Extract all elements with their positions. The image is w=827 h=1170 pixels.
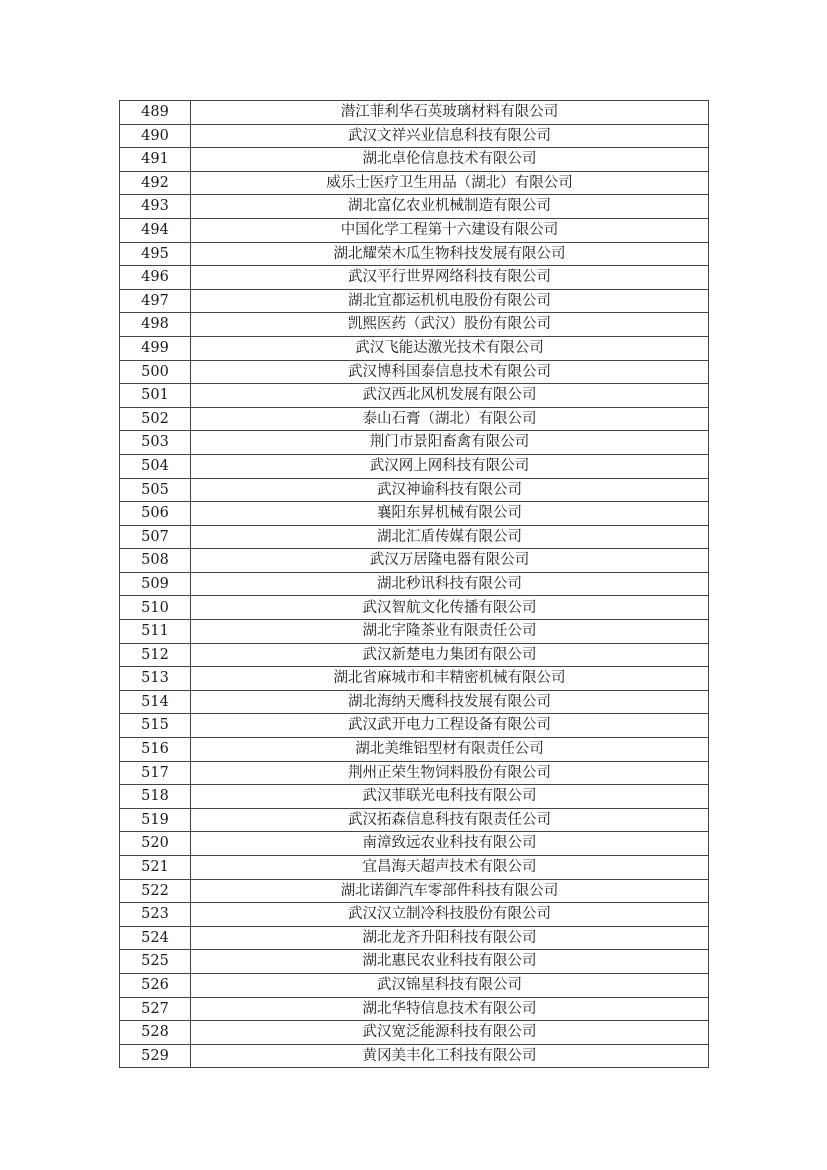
table-row (120, 218, 709, 242)
table-row (120, 620, 709, 644)
company-name-cell: 武汉神谕科技有限公司 (191, 478, 709, 502)
company-name-cell: 湖北宜都运机机电股份有限公司 (191, 289, 709, 313)
table-row (120, 950, 709, 974)
table-row (120, 903, 709, 927)
table-row (120, 525, 709, 549)
row-number-cell: 503 (120, 431, 191, 455)
table-row (120, 360, 709, 384)
company-name-cell: 武汉文祥兴业信息科技有限公司 (191, 124, 709, 148)
table-row (120, 289, 709, 313)
company-name-cell: 武汉西北风机发展有限公司 (191, 384, 709, 408)
company-name-cell: 湖北诺御汽车零部件科技有限公司 (191, 879, 709, 903)
company-name-cell: 湖北汇盾传媒有限公司 (191, 525, 709, 549)
row-number-cell: 514 (120, 690, 191, 714)
row-number-cell: 513 (120, 667, 191, 691)
table-row (120, 313, 709, 337)
table-row (120, 785, 709, 809)
company-name-cell: 武汉汉立制冷科技股份有限公司 (191, 903, 709, 927)
company-name-cell: 湖北海纳天鹰科技发展有限公司 (191, 690, 709, 714)
company-name-cell: 武汉新楚电力集团有限公司 (191, 643, 709, 667)
company-name-cell: 武汉锦星科技有限公司 (191, 973, 709, 997)
row-number-cell: 528 (120, 1021, 191, 1045)
row-number-cell: 519 (120, 808, 191, 832)
row-number-cell: 494 (120, 218, 191, 242)
row-number-cell: 497 (120, 289, 191, 313)
company-name-cell: 襄阳东昇机械有限公司 (191, 502, 709, 526)
company-name-cell: 凯熙医药（武汉）股份有限公司 (191, 313, 709, 337)
row-number-cell: 522 (120, 879, 191, 903)
table-row (120, 572, 709, 596)
row-number-cell: 490 (120, 124, 191, 148)
company-name-cell: 湖北惠民农业科技有限公司 (191, 950, 709, 974)
row-number-cell: 495 (120, 242, 191, 266)
table-row (120, 242, 709, 266)
company-name-cell: 湖北秒讯科技有限公司 (191, 572, 709, 596)
row-number-cell: 525 (120, 950, 191, 974)
table-row (120, 926, 709, 950)
row-number-cell: 507 (120, 525, 191, 549)
row-number-cell: 523 (120, 903, 191, 927)
table-row (120, 502, 709, 526)
table-row (120, 808, 709, 832)
company-name-cell: 潜江菲利华石英玻璃材料有限公司 (191, 101, 709, 125)
row-number-cell: 492 (120, 171, 191, 195)
company-name-cell: 荆门市景阳畜禽有限公司 (191, 431, 709, 455)
table-row (120, 454, 709, 478)
table-row (120, 549, 709, 573)
row-number-cell: 521 (120, 856, 191, 880)
table-row (120, 195, 709, 219)
row-number-cell: 511 (120, 620, 191, 644)
company-name-cell: 湖北美维铝型材有限责任公司 (191, 738, 709, 762)
table-row (120, 738, 709, 762)
table-row (120, 997, 709, 1021)
table-row (120, 856, 709, 880)
company-name-cell: 黄冈美丰化工科技有限公司 (191, 1044, 709, 1068)
row-number-cell: 518 (120, 785, 191, 809)
company-name-cell: 武汉菲联光电科技有限公司 (191, 785, 709, 809)
row-number-cell: 500 (120, 360, 191, 384)
table-row (120, 667, 709, 691)
row-number-cell: 512 (120, 643, 191, 667)
table-body (120, 101, 709, 1068)
table-row (120, 643, 709, 667)
row-number-cell: 527 (120, 997, 191, 1021)
company-name-cell: 湖北耀荣木瓜生物科技发展有限公司 (191, 242, 709, 266)
table-row (120, 384, 709, 408)
company-name-cell: 武汉网上网科技有限公司 (191, 454, 709, 478)
row-number-cell: 508 (120, 549, 191, 573)
company-name-cell: 武汉博科国泰信息技术有限公司 (191, 360, 709, 384)
row-number-cell: 505 (120, 478, 191, 502)
row-number-cell: 496 (120, 266, 191, 290)
company-name-cell: 武汉宽泛能源科技有限公司 (191, 1021, 709, 1045)
company-name-cell: 荆州正荣生物饲料股份有限公司 (191, 761, 709, 785)
row-number-cell: 515 (120, 714, 191, 738)
table-row (120, 879, 709, 903)
table-row (120, 1044, 709, 1068)
row-number-cell: 502 (120, 407, 191, 431)
company-name-cell: 武汉智航文化传播有限公司 (191, 596, 709, 620)
row-number-cell: 509 (120, 572, 191, 596)
company-name-cell: 宜昌海天超声技术有限公司 (191, 856, 709, 880)
table-row (120, 690, 709, 714)
row-number-cell: 510 (120, 596, 191, 620)
company-name-cell: 泰山石膏（湖北）有限公司 (191, 407, 709, 431)
company-list-table (119, 100, 709, 1068)
company-name-cell: 湖北卓伦信息技术有限公司 (191, 148, 709, 172)
row-number-cell: 524 (120, 926, 191, 950)
row-number-cell: 499 (120, 336, 191, 360)
table-row (120, 1021, 709, 1045)
company-name-cell: 湖北省麻城市和丰精密机械有限公司 (191, 667, 709, 691)
table-row (120, 407, 709, 431)
row-number-cell: 529 (120, 1044, 191, 1068)
table-row (120, 171, 709, 195)
table-row (120, 761, 709, 785)
company-name-cell: 南漳致远农业科技有限公司 (191, 832, 709, 856)
table-row (120, 596, 709, 620)
row-number-cell: 506 (120, 502, 191, 526)
table-row (120, 431, 709, 455)
row-number-cell: 489 (120, 101, 191, 125)
table-row (120, 478, 709, 502)
row-number-cell: 520 (120, 832, 191, 856)
company-name-cell: 威乐士医疗卫生用品（湖北）有限公司 (191, 171, 709, 195)
row-number-cell: 517 (120, 761, 191, 785)
table-row (120, 101, 709, 125)
company-name-cell: 武汉平行世界网络科技有限公司 (191, 266, 709, 290)
company-name-cell: 武汉万居隆电器有限公司 (191, 549, 709, 573)
company-name-cell: 武汉拓森信息科技有限责任公司 (191, 808, 709, 832)
table-row (120, 124, 709, 148)
table-row (120, 714, 709, 738)
row-number-cell: 516 (120, 738, 191, 762)
table-row (120, 832, 709, 856)
company-name-cell: 中国化学工程第十六建设有限公司 (191, 218, 709, 242)
company-name-cell: 湖北富亿农业机械制造有限公司 (191, 195, 709, 219)
row-number-cell: 504 (120, 454, 191, 478)
table-row (120, 973, 709, 997)
row-number-cell: 498 (120, 313, 191, 337)
row-number-cell: 501 (120, 384, 191, 408)
company-name-cell: 武汉武开电力工程设备有限公司 (191, 714, 709, 738)
company-name-cell: 湖北华特信息技术有限公司 (191, 997, 709, 1021)
table-row (120, 148, 709, 172)
company-name-cell: 武汉飞能达激光技术有限公司 (191, 336, 709, 360)
row-number-cell: 493 (120, 195, 191, 219)
company-name-cell: 湖北龙齐升阳科技有限公司 (191, 926, 709, 950)
row-number-cell: 526 (120, 973, 191, 997)
table-row (120, 266, 709, 290)
table-row (120, 336, 709, 360)
row-number-cell: 491 (120, 148, 191, 172)
company-name-cell: 湖北宇隆茶业有限责任公司 (191, 620, 709, 644)
